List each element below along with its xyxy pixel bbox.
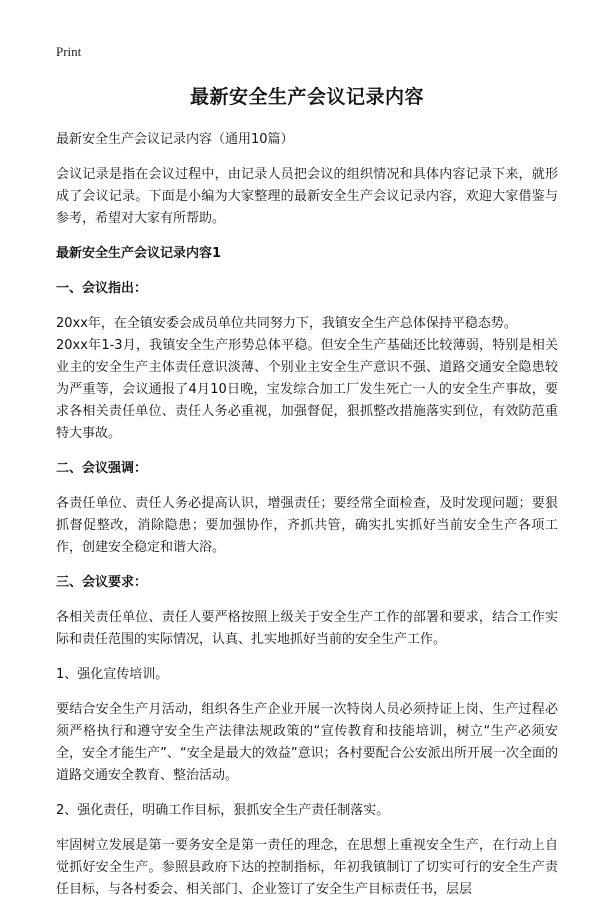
heading-meeting-emphasis: 二、会议强调：: [56, 461, 148, 476]
paragraph: 20xx年1-3月，我镇安全生产形势总体平稳。但安全生产基础还比较薄弱，特别是相关业主的安全生产主体责任意识淡薄、个别业主安全生产意识不强、道路交通安全隐患较为严重等，会议通报了4月10日晚，宝发综合加工厂发生死亡一人的安全生产事故，要求各相关责任单位、责任人务必重视，加强督促，狠抓整改措施落实到位，有效防范重特大事故。: [56, 338, 558, 441]
print-link[interactable]: Print: [56, 44, 82, 59]
heading-meeting-requirements: 三、会议要求：: [56, 575, 148, 590]
paragraph: 20xx年，在全镇安委会成员单位共同努力下，我镇安全生产总体保持平稳态势。: [56, 316, 517, 331]
heading-meeting-points: 一、会议指出：: [56, 281, 148, 296]
page-title: 最新安全生产会议记录内容: [189, 86, 424, 108]
paragraph: 各相关责任单位、责任人要严格按照上级关于安全生产工作的部署和要求，结合工作实际和责任范围的实际情况，认真、扎实地抓好当前的安全生产工作。: [56, 610, 558, 647]
intro-paragraph: 会议记录是指在会议过程中，由记录人员把会议的组织情况和具体内容记录下来，就形成了会议记录。下面是小编为大家整理的最新安全生产会议记录内容，欢迎大家借鉴与参考，希望对大家有所帮助。: [56, 167, 558, 226]
list-item: 2、强化责任，明确工作目标，狠抓安全生产责任制落实。: [56, 803, 390, 818]
paragraph: 要结合安全生产月活动，组织各生产企业开展一次特岗人员必须持证上岗、生产过程必须严格执行和遵守安全生产法律法规政策的“宣传教育和技能培训，树立“生产必须安全，安全才能生产”、“安全是最大的效益”意识；各村要配合公安派出所开展一次全面的道路交通安全教育、整治活动。: [56, 702, 558, 783]
section-title: 最新安全生产会议记录内容1: [56, 246, 222, 261]
paragraph: 各责任单位、责任人务必提高认识，增强责任；要经常全面检查，及时发现问题；要狠抓督促整改，消除隐患；要加强协作，齐抓共管，确实扎实抓好当前安全生产各项工作，创建安全稳定和谐大浴。: [56, 496, 558, 555]
subtitle: 最新安全生产会议记录内容（通用10篇）: [56, 132, 294, 147]
list-item: 1、强化宣传培训。: [56, 667, 169, 682]
paragraph: 牢固树立发展是第一要务安全是第一责任的理念，在思想上重视安全生产，在行动上自觉抓好安全生产。参照县政府下达的控制指标，年初我镇制订了切实可行的安全生产责任目标，与各村委会、相关部门、企业签订了安全生产目标责任书，层层: [56, 838, 558, 897]
